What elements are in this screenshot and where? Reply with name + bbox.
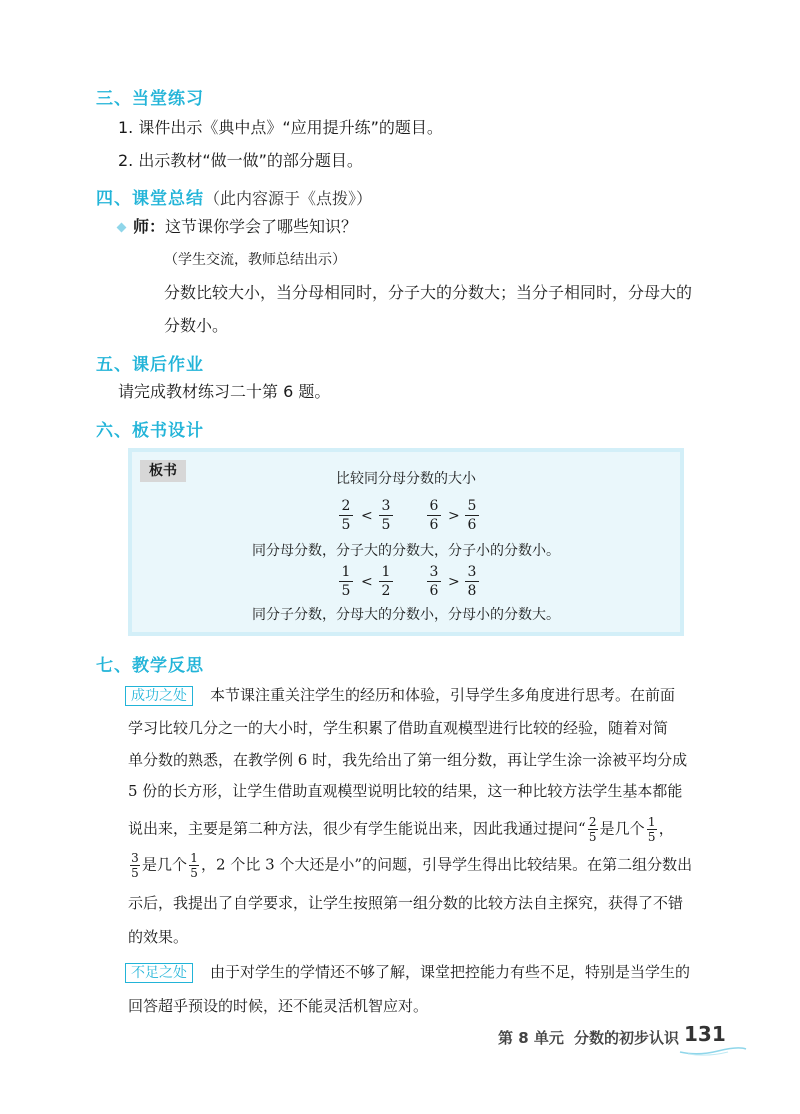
board-title: 比较同分母分数的大小 [336, 471, 476, 487]
success-line-7: 示后，我提出了自学要求，让学生按照第一组分数的比较方法自主探究，获得了不错 [128, 894, 684, 912]
success-line-5 [128, 816, 728, 843]
section3-item-1: 1. 课件出示《典中点》“应用提升练”的题目。 [118, 118, 443, 137]
summary-line-2: 分数小。 [164, 316, 229, 335]
fraction-denominator: 2 [381, 583, 391, 599]
success-tag: 成功之处 [125, 686, 193, 706]
footer-title: 分数的初步认识 [574, 1029, 680, 1047]
teacher-line [118, 217, 357, 237]
inline-fraction [588, 816, 598, 843]
success-line-5-end: ， [658, 819, 674, 838]
section3-title: 三、当堂练习 [96, 89, 204, 109]
fraction-denominator: 6 [467, 517, 477, 533]
board-rule-1: 同分母分数，分子大的分数大，分子小的分数小。 [252, 543, 560, 559]
fraction-numerator: 2 [341, 498, 351, 514]
success-line-8: 的效果。 [128, 928, 189, 946]
success-line-6-text: ，2 个比 3 个大还是小”的问题，引导学生得出比较结果。在第二组分数出 [201, 855, 693, 874]
fraction-numerator: 3 [467, 564, 477, 580]
summary-line-1: 分数比较大小，当分母相同时，分子大的分数大；当分子相同时，分母大的 [164, 283, 693, 302]
board-fraction [426, 498, 442, 533]
section7-title: 七、教学反思 [96, 656, 204, 676]
weak-line-1: 由于对学生的学情还不够了解，课堂把控能力有些不足，特别是当学生的 [210, 963, 691, 981]
fraction-numerator: 1 [341, 564, 351, 580]
weak-line-2: 回答超乎预设的时候，还不能灵活机智应对。 [128, 997, 429, 1015]
fraction-numerator: 3 [381, 498, 391, 514]
compare-operator: > [448, 508, 460, 524]
fraction-numerator: 1 [190, 851, 198, 865]
teacher-label: 师： [133, 217, 166, 236]
section5-title: 五、课后作业 [96, 355, 204, 375]
teacher-question: 这节课你学会了哪些知识？ [165, 217, 358, 236]
fraction-denominator: 5 [341, 583, 351, 599]
inline-fraction [130, 852, 140, 879]
fraction-denominator: 6 [429, 517, 439, 533]
board-fraction [338, 498, 354, 533]
fraction-numerator: 1 [647, 815, 656, 829]
fraction-denominator: 5 [341, 517, 351, 533]
success-line-5-mid: 是几个 [599, 819, 645, 838]
fraction-denominator: 5 [588, 830, 597, 844]
fraction-denominator: 8 [467, 583, 477, 599]
fraction-denominator: 5 [131, 866, 139, 880]
board-fraction [464, 498, 480, 533]
success-line-4: 5 份的长方形，让学生借助直观模型说明比较的结果，这一种比较方法学生基本都能 [128, 782, 683, 800]
success-line-6 [128, 852, 728, 879]
board-fraction [378, 564, 394, 599]
homework-text: 请完成教材练习二十第 6 题。 [118, 382, 331, 401]
section6-title: 六、板书设计 [96, 421, 204, 441]
fraction-numerator: 2 [588, 815, 597, 829]
success-line-1: 本节课注重关注学生的经历和体验，引导学生多角度进行思考。在前面 [210, 686, 676, 704]
inline-fraction [189, 852, 199, 879]
success-line-2: 学习比较几分之一的大小时，学生积累了借助直观模型进行比较的经验，随着对简 [128, 719, 669, 737]
success-line-6-mid: 是几个 [142, 855, 188, 874]
fraction-denominator: 5 [190, 866, 198, 880]
success-line-5-text: 说出来，主要是第二种方法，很少有学生能说出来，因此我通过提问“ [128, 819, 586, 838]
inline-fraction [647, 816, 657, 843]
fraction-numerator: 3 [429, 564, 439, 580]
compare-operator: < [361, 508, 373, 524]
bullet-diamond-icon [117, 223, 127, 233]
weak-tag: 不足之处 [125, 963, 193, 983]
section4-note: （此内容源于《点拨》） [204, 189, 373, 208]
footer-unit: 第 8 单元 [498, 1029, 564, 1047]
page-number: 131 [684, 1022, 726, 1046]
board-fraction [426, 564, 442, 599]
fraction-numerator: 6 [429, 498, 439, 514]
fraction-numerator: 3 [131, 851, 139, 865]
fraction-denominator: 5 [381, 517, 391, 533]
compare-operator: < [361, 574, 373, 590]
board-fraction [464, 564, 480, 599]
fraction-numerator: 5 [467, 498, 477, 514]
board-rule-2: 同分子分数，分母大的分数小，分母小的分数大。 [252, 607, 560, 623]
board-fraction [378, 498, 394, 533]
board-tag: 板书 [140, 460, 186, 482]
section4-title: 四、课堂总结 [96, 189, 204, 209]
blackboard-design [128, 448, 684, 636]
section3-item-2: 2. 出示教材“做一做”的部分题目。 [118, 151, 363, 170]
fraction-denominator: 5 [647, 830, 656, 844]
fraction-numerator: 1 [381, 564, 391, 580]
page-swoosh-icon [678, 1046, 748, 1056]
success-line-3: 单分数的熟悉，在教学例 6 时，我先给出了第一组分数，再让学生涂一涂被平均分成 [128, 751, 688, 769]
fraction-denominator: 6 [429, 583, 439, 599]
compare-operator: > [448, 574, 460, 590]
board-fraction [338, 564, 354, 599]
summary-paren: （学生交流，教师总结出示） [164, 252, 346, 268]
section4-heading [96, 184, 372, 209]
